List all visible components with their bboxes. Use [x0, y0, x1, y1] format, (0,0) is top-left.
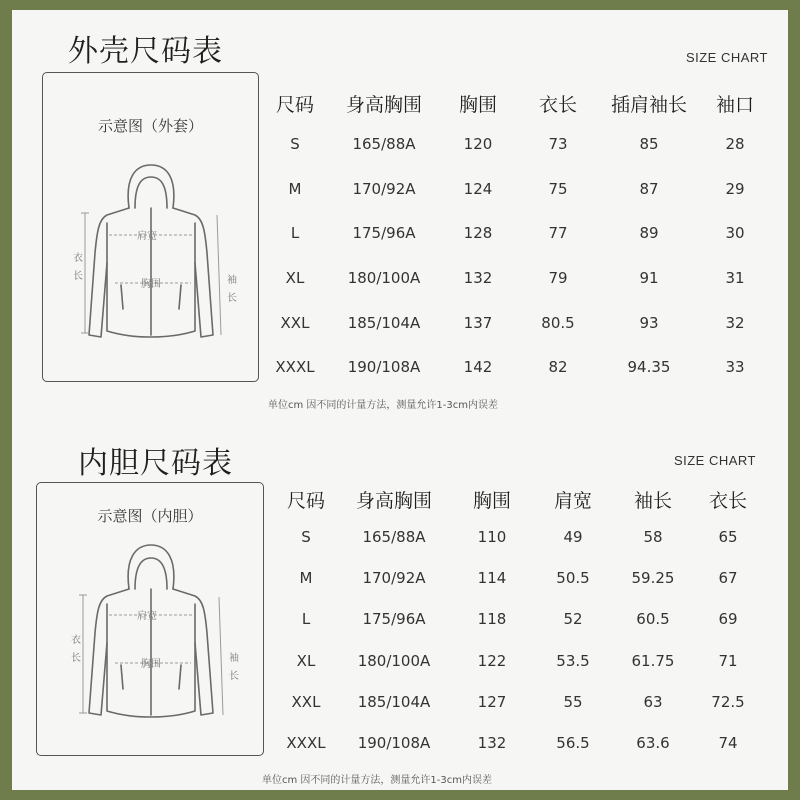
outer-chest-label: 胸围 — [141, 279, 161, 290]
outer-sleeve-label-2: 长 — [227, 293, 237, 304]
table-cell: 180/100A — [347, 269, 421, 288]
table-cell: 128 — [463, 224, 493, 243]
table-cell: 114 — [477, 568, 507, 587]
table-cell: 61.75 — [631, 651, 675, 670]
table-row — [274, 640, 762, 681]
inner-header-sleeve: 袖长 — [633, 489, 672, 512]
table-cell: 59.25 — [631, 568, 675, 587]
inner-size-chart-label: SIZE CHART — [673, 453, 756, 468]
inner-sleeve-label-1: 袖 — [229, 653, 239, 664]
table-cell: 170/92A — [362, 568, 426, 587]
inner-length-label-1: 衣 — [71, 635, 81, 646]
table-row — [274, 516, 762, 557]
inner-sleeve-label-2: 长 — [229, 671, 239, 682]
table-cell: 142 — [463, 358, 493, 377]
table-row — [260, 300, 770, 345]
table-cell: 122 — [477, 651, 507, 670]
table-row — [274, 557, 762, 598]
table-cell: XXXL — [286, 734, 326, 753]
table-cell: 180/100A — [357, 651, 431, 670]
table-cell: 29 — [725, 179, 745, 198]
outer-diagram-label: 示意图（外套） — [97, 117, 203, 135]
table-cell: 80.5 — [541, 313, 575, 332]
outer-header-cuff: 袖口 — [715, 93, 754, 116]
table-cell: 127 — [477, 692, 507, 711]
table-cell: 89 — [639, 224, 659, 243]
outer-length-label-1: 衣 — [73, 253, 83, 264]
table-cell: 60.5 — [636, 610, 670, 629]
table-cell: XL — [285, 269, 305, 288]
table-cell: 69 — [718, 610, 738, 629]
table-cell: 175/96A — [352, 224, 416, 243]
table-row — [274, 681, 762, 722]
table-cell: 72.5 — [711, 692, 745, 711]
table-cell: 190/108A — [347, 358, 421, 377]
table-cell: 170/92A — [352, 179, 416, 198]
table-cell: 28 — [725, 135, 745, 154]
table-cell: 91 — [639, 269, 659, 288]
table-cell: 79 — [548, 269, 568, 288]
table-cell: 94.35 — [627, 358, 671, 377]
inner-size-table — [274, 482, 762, 764]
table-cell: 118 — [477, 610, 507, 629]
table-cell: 65 — [718, 527, 738, 546]
table-cell: 185/104A — [357, 692, 431, 711]
table-cell: 49 — [563, 527, 583, 546]
inner-measurement-note: 单位cm 因不同的计量方法，测量允许1-3cm内误差 — [262, 775, 492, 786]
outer-header-chest: 胸围 — [458, 93, 497, 116]
table-cell: M — [299, 568, 313, 587]
table-row — [274, 722, 762, 763]
table-row — [260, 345, 770, 390]
table-cell: 63 — [643, 692, 663, 711]
table-cell: 87 — [639, 179, 659, 198]
table-cell: 93 — [639, 313, 659, 332]
inner-header-size: 尺码 — [286, 489, 325, 512]
outer-header-raglan-sleeve: 插肩袖长 — [610, 93, 687, 116]
inner-diagram-label: 示意图（内胆） — [97, 507, 203, 525]
table-cell: 31 — [725, 269, 745, 288]
inner-jacket-illustration — [37, 483, 263, 755]
table-cell: L — [290, 224, 300, 243]
table-cell: 124 — [463, 179, 493, 198]
table-cell: 58 — [643, 527, 663, 546]
table-cell: 50.5 — [556, 568, 590, 587]
table-cell: 110 — [477, 527, 507, 546]
table-cell: 120 — [463, 135, 493, 154]
outer-length-label-2: 长 — [73, 271, 83, 282]
inner-diagram-box — [36, 482, 264, 756]
inner-header-shoulder: 肩宽 — [553, 489, 592, 512]
table-cell: 55 — [563, 692, 583, 711]
table-cell: 71 — [718, 651, 738, 670]
outer-size-table — [260, 84, 770, 390]
table-cell: XXL — [280, 313, 310, 332]
table-cell: 63.6 — [636, 734, 670, 753]
table-cell: 33 — [725, 358, 745, 377]
outer-shell-title: 外壳尺码表 — [68, 34, 223, 69]
table-cell: XXXL — [275, 358, 315, 377]
table-row — [260, 256, 770, 301]
table-cell: S — [290, 135, 300, 154]
table-cell: 77 — [548, 224, 568, 243]
table-row — [274, 599, 762, 640]
outer-size-chart-label: SIZE CHART — [685, 50, 768, 65]
table-cell: 56.5 — [556, 734, 590, 753]
outer-jacket-illustration — [43, 73, 258, 381]
table-cell: 30 — [725, 224, 745, 243]
table-cell: 185/104A — [347, 313, 421, 332]
table-cell: 190/108A — [357, 734, 431, 753]
table-cell: 53.5 — [556, 651, 590, 670]
outer-measurement-note: 单位cm 因不同的计量方法，测量允许1-3cm内误差 — [268, 400, 498, 411]
table-cell: 52 — [563, 610, 583, 629]
outer-diagram-box — [42, 72, 259, 382]
table-row — [260, 167, 770, 212]
outer-shoulder-label: 肩宽 — [137, 231, 157, 242]
table-cell: 32 — [725, 313, 745, 332]
table-cell: S — [301, 527, 311, 546]
inner-chest-label: 胸围 — [141, 659, 161, 670]
table-cell: XXL — [291, 692, 321, 711]
outer-header-size: 尺码 — [275, 93, 314, 116]
table-cell: 132 — [477, 734, 507, 753]
inner-shoulder-label: 肩宽 — [137, 611, 157, 622]
outer-table-header-row — [260, 84, 770, 122]
table-cell: 75 — [548, 179, 568, 198]
table-cell: L — [301, 610, 311, 629]
outer-sleeve-label-1: 袖 — [227, 275, 237, 286]
table-cell: 137 — [463, 313, 493, 332]
table-cell: 175/96A — [362, 610, 426, 629]
outer-header-length: 衣长 — [538, 93, 577, 116]
inner-header-chest: 胸围 — [472, 489, 511, 512]
table-cell: 165/88A — [362, 527, 426, 546]
inner-liner-section — [12, 430, 788, 790]
inner-header-length: 衣长 — [708, 489, 747, 512]
table-cell: 85 — [639, 135, 659, 154]
table-cell: 67 — [718, 568, 738, 587]
outer-shell-section — [12, 10, 788, 415]
table-row — [260, 211, 770, 256]
table-cell: M — [288, 179, 302, 198]
table-cell: 165/88A — [352, 135, 416, 154]
size-chart-page — [12, 10, 788, 790]
inner-table-header-row — [274, 482, 762, 516]
table-cell: 82 — [548, 358, 568, 377]
table-cell: XL — [296, 651, 316, 670]
inner-liner-title: 内胆尺码表 — [78, 446, 233, 481]
inner-header-height-chest: 身高胸围 — [355, 489, 432, 512]
table-cell: 73 — [548, 135, 568, 154]
outer-header-height-chest: 身高胸围 — [345, 93, 422, 116]
inner-length-label-2: 长 — [71, 653, 81, 664]
table-cell: 74 — [718, 734, 738, 753]
table-row — [260, 122, 770, 167]
table-cell: 132 — [463, 269, 493, 288]
